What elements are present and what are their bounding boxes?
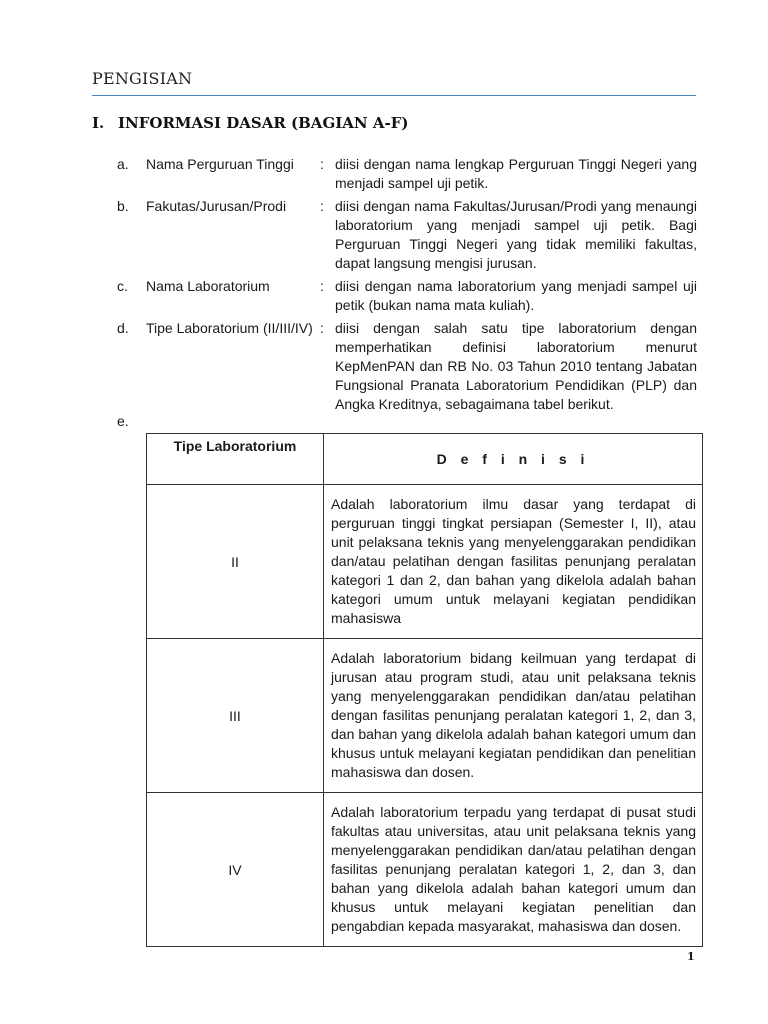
table-row [147, 485, 703, 639]
item-label: Fakutas/Jurusan/Prodi [146, 198, 287, 214]
section-title: INFORMASI DASAR (BAGIAN A-F) [118, 114, 409, 132]
type-cell: IV [147, 793, 324, 947]
item-description: diisi dengan salah satu tipe laboratorium dengan memperhatikan definisi laboratorium menurut KepMenPAN dan RB No. 03 Tahun 2010 tentang Jabatan Fungsional Pranata Laboratorium Pendidikan (PLP) dan Angka Kreditnya, sebagaimana tabel berikut. [335, 320, 697, 412]
item-label: Tipe Laboratorium (II/III/IV) [146, 320, 313, 336]
type-cell: II [147, 485, 324, 639]
table-row [147, 639, 703, 793]
item-colon: : [320, 156, 324, 172]
item-label: Nama Laboratorium [146, 278, 270, 294]
definition-cell: Adalah laboratorium terpadu yang terdapat di pusat studi fakultas atau universitas, atau unit pelaksana teknis yang menyelenggarakan pendidikan dan/atau pelatihan dengan fasilitas penunjang peralatan kategori 1, 2, dan 3, dan bahan yang dikelola adalah bahan kategori umum dan khusus untuk melayani kegiatan penelitian dan pengabdian kepada masyarakat, mahasiswa dan dosen. [324, 793, 703, 947]
list-item [117, 155, 697, 193]
page-number: 1 [687, 950, 695, 963]
item-description: diisi dengan nama lengkap Perguruan Tinggi Negeri yang menjadi sampel uji petik. [335, 156, 697, 191]
list-item [117, 197, 697, 273]
table-row [147, 793, 703, 947]
type-cell: III [147, 639, 324, 793]
header-tipe-laboratorium: Tipe Laboratorium [147, 434, 324, 485]
item-e-letter: e. [117, 413, 129, 429]
title-underline [92, 95, 696, 96]
item-colon: : [320, 198, 324, 214]
item-letter: d. [117, 320, 129, 336]
definition-cell: Adalah laboratorium bidang keilmuan yang terdapat di jurusan atau program studi, atau unit pelaksana teknis yang menyelenggarakan pendidikan dan/atau pelatihan dengan fasilitas penunjang peralatan kategori 1, 2, dan 3, dan bahan yang dikelola adalah bahan kategori umum dan khusus untuk melayani kegiatan pendidikan dan penelitian mahasiswa dan dosen. [324, 639, 703, 793]
item-colon: : [320, 320, 324, 336]
list-item [117, 277, 697, 315]
item-letter: b. [117, 198, 129, 214]
section-number: I. [92, 114, 105, 132]
lab-type-table [146, 433, 703, 947]
item-list [117, 155, 697, 418]
item-letter: c. [117, 278, 128, 294]
table-header-row [147, 434, 703, 485]
item-description: diisi dengan nama Fakultas/Jurusan/Prodi yang menaungi laboratorium yang menjadi sampel uji petik. Bagi Perguruan Tinggi Negeri yang tidak memiliki fakultas, dapat langsung mengisi jurusan. [335, 198, 697, 271]
item-colon: : [320, 278, 324, 294]
item-label: Nama Perguruan Tinggi [146, 156, 294, 172]
section-heading [92, 114, 408, 132]
header-definisi: D e f i n i s i [324, 434, 703, 485]
item-letter: a. [117, 156, 129, 172]
list-item [117, 319, 697, 414]
definition-cell: Adalah laboratorium ilmu dasar yang terdapat di perguruan tinggi tingkat persiapan (Semester I, II), atau unit pelaksana teknis yang menyelenggarakan pendidikan dan/atau pelatihan dengan fasilitas penunjang peralatan kategori 1 dan 2, dan bahan yang dikelola adalah bahan kategori umum untuk melayani kegiatan pendidikan mahasiswa [324, 485, 703, 639]
item-description: diisi dengan nama laboratorium yang menjadi sampel uji petik (bukan nama mata kuliah). [335, 278, 697, 313]
page-title: PENGISIAN [92, 69, 193, 88]
